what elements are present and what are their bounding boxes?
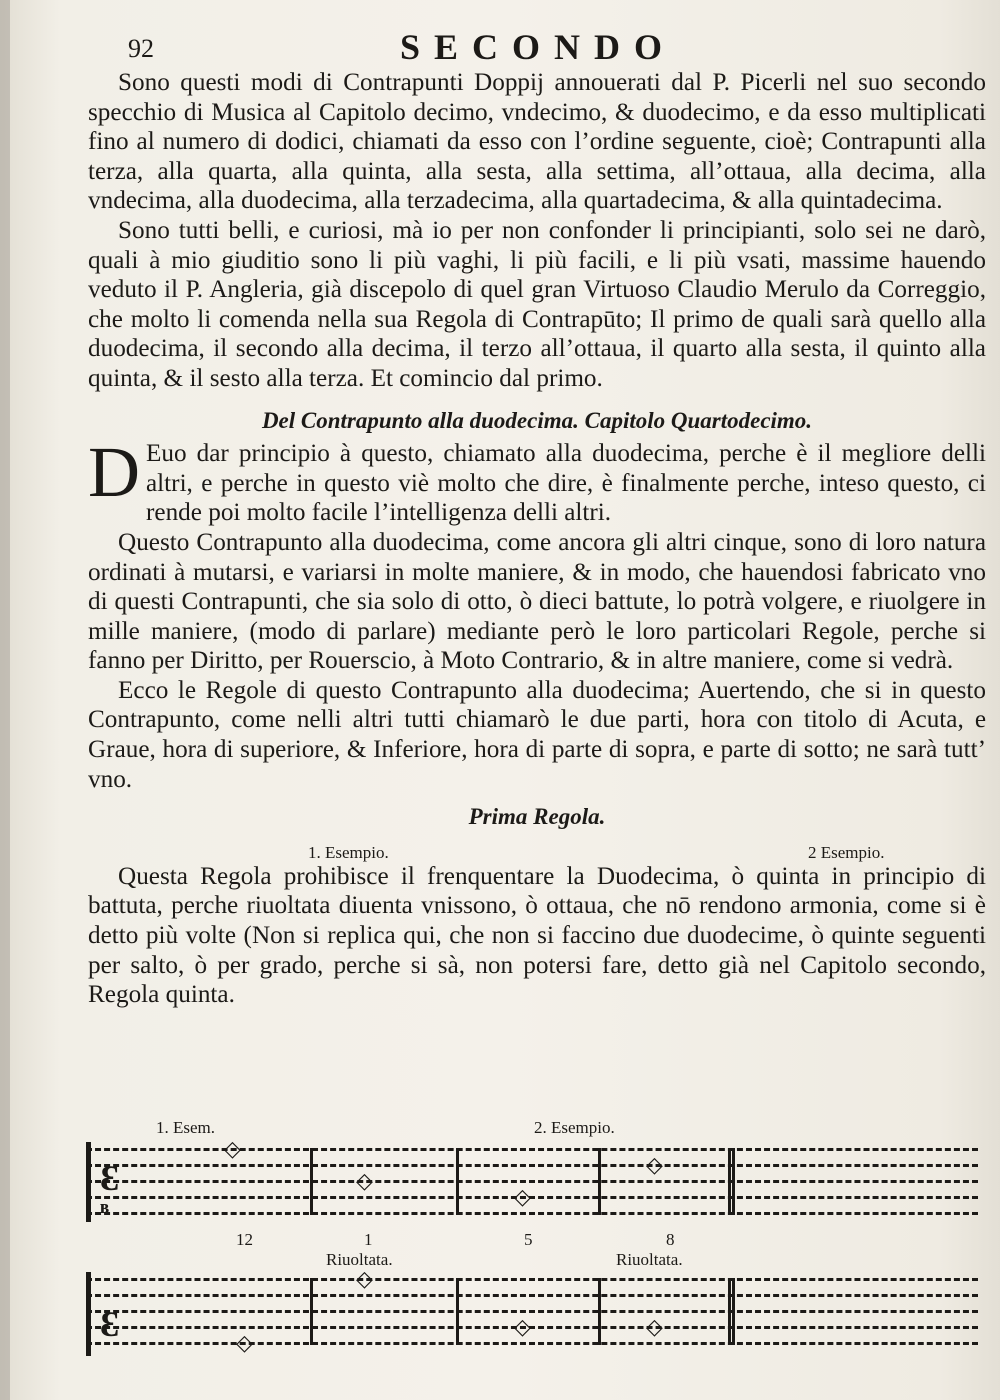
drop-cap: D (88, 432, 140, 513)
note-icon: ◇ (646, 1152, 663, 1177)
music-label-example-2: 2. Esempio. (534, 1118, 615, 1137)
paragraph-1: Sono questi modi di Contrapunti Doppij annouerati dal P. Picerli nel suo secondo specchio di Musica al Capitolo decimo, vndecimo, & duodecimo, e da esso multiplicati fino al numero di dodici, chiamati da esso con l’ordine seguente, cioè; Contrapunti alla terza, alla quarta, alla quinta, alla sesta, alla settima, all’ottaua, alla decima, alla vndecima, alla duodecima, alla terzadecima, alla quartadecima, & alla quintadecima. (88, 69, 986, 215)
note-icon: ◇ (356, 1266, 373, 1291)
staff-line (86, 1164, 978, 1167)
paragraph-6: Questa Regola prohibisce il frenquentare la Duodecima, ò quinta in principio di battuta, perche riuoltata diuenta vnissono, ò ottaua, che nō rendono armonia, come si è detto più volte (Non si replica qui, che non si faccino due duodecime, ò quinte seguenti per salto, ò per grado, perche si sà, non potersi fare, detto già nel Capitolo secondo, Regola quinta. (88, 862, 986, 1009)
note-icon: ◇ (646, 1314, 663, 1339)
page-header (88, 22, 988, 74)
staff-upper (86, 1136, 978, 1224)
barline (732, 1148, 735, 1215)
barline (598, 1278, 601, 1345)
barline (732, 1278, 735, 1345)
c-clef-icon: Ɛ (100, 1158, 120, 1198)
barline (456, 1278, 459, 1345)
rule-title: Prima Regola. (468, 804, 606, 830)
barline (728, 1148, 731, 1215)
staff-lower (86, 1266, 978, 1356)
interval-figure: 1 (364, 1230, 373, 1249)
staff-line (86, 1342, 978, 1345)
staff-line (86, 1326, 978, 1329)
barline (728, 1278, 731, 1345)
paragraph-3 (88, 432, 986, 528)
staff-line (86, 1212, 978, 1215)
running-head: SECONDO (399, 27, 677, 67)
c-clef-icon: Ɛ (100, 1304, 120, 1344)
staff-line (86, 1196, 978, 1199)
note-icon: ◇ (356, 1168, 373, 1193)
staff-line (86, 1278, 978, 1281)
barline (310, 1278, 313, 1345)
page-edge-shadow (0, 0, 10, 1400)
music-label-example-1: 1. Esem. (156, 1118, 216, 1137)
staff-line (86, 1180, 978, 1183)
example-1-label: 1. Esempio. (308, 842, 389, 862)
staff-line (86, 1310, 978, 1313)
riuoltata-label-2: Riuoltata. (616, 1250, 683, 1269)
paragraph-5: Ecco le Regole di questo Contrapunto alla duodecima; Auertendo, che si in questo Contrapunto, come nelli altri tutti chiamarò le due parti, hora con titolo di Acuta, e Graue, hora di superiore, & Inferiore, hora di parte di sopra, e parte di sotto; ne sarà tutt’ vno. (88, 676, 986, 793)
paragraph-3-text: Euo dar principio à questo, chiamato alla duodecima, perche è il megliore delli altri, e perche in questo viè molto che dire, è finalmente perche, inteso questo, ci rende poi molto facile l’intelligenza delli altri. (146, 440, 986, 527)
note-icon: ◇ (224, 1136, 241, 1161)
note-icon: ◇ (514, 1314, 531, 1339)
barline (310, 1148, 313, 1215)
paragraph-2: Sono tutti belli, e curiosi, mà io per non confonder li principianti, solo sei ne darò, quali à mio giuditio sono li più vaghi, li più facili, e li più vsati, massime hauendo veduto il P. Angleria, già discepolo di quel gran Virtuoso Claudio Merulo da Correggio, che molto li comenda nella sua Regola di Contrapūto; Il primo de quali sarà quello alla duodecima, il secondo alla decima, il terzo all’ottaua, il quarto alla sesta, il quinto alla quinta, & il sesto alla terza. Et comincio dal primo. (88, 216, 986, 392)
note-icon: ◇ (236, 1330, 253, 1355)
riuoltata-label-1: Riuoltata. (326, 1250, 393, 1269)
example-labels (88, 836, 986, 862)
music-example (86, 1118, 986, 1388)
example-2-label: 2 Esempio. (808, 842, 885, 862)
page-number: 92 (128, 34, 154, 63)
staff-line (86, 1148, 978, 1151)
interval-figure: 5 (524, 1230, 533, 1249)
interval-figure: 12 (236, 1230, 253, 1249)
chapter-title: Del Contrapunto alla duodecima. Capitolo Quartodecimo. (261, 407, 813, 433)
body-text (88, 68, 986, 1010)
barline (598, 1148, 601, 1215)
interval-figure: 8 (666, 1230, 675, 1249)
paragraph-4: Questo Contrapunto alla duodecima, come ancora gli altri cinque, sono di loro natura ordinati à mutarsi, e variarsi in molte maniere, & in modo, che hauendosi fabricato vno di questi Contrapunti, che sia solo di otto, ò dieci battute, lo potrà volgere, e riuolgere in mille maniere, (modo di parlare) mediante però le loro particolari Regole, perche si fanno per Diritto, per Rouerscio, à Moto Contrario, & in altre maniere, come si vedrà. (88, 528, 986, 675)
barline (456, 1148, 459, 1215)
staff-line (86, 1294, 978, 1297)
note-icon: ◇ (514, 1184, 531, 1209)
custos-icon: ᴮ (100, 1199, 109, 1224)
